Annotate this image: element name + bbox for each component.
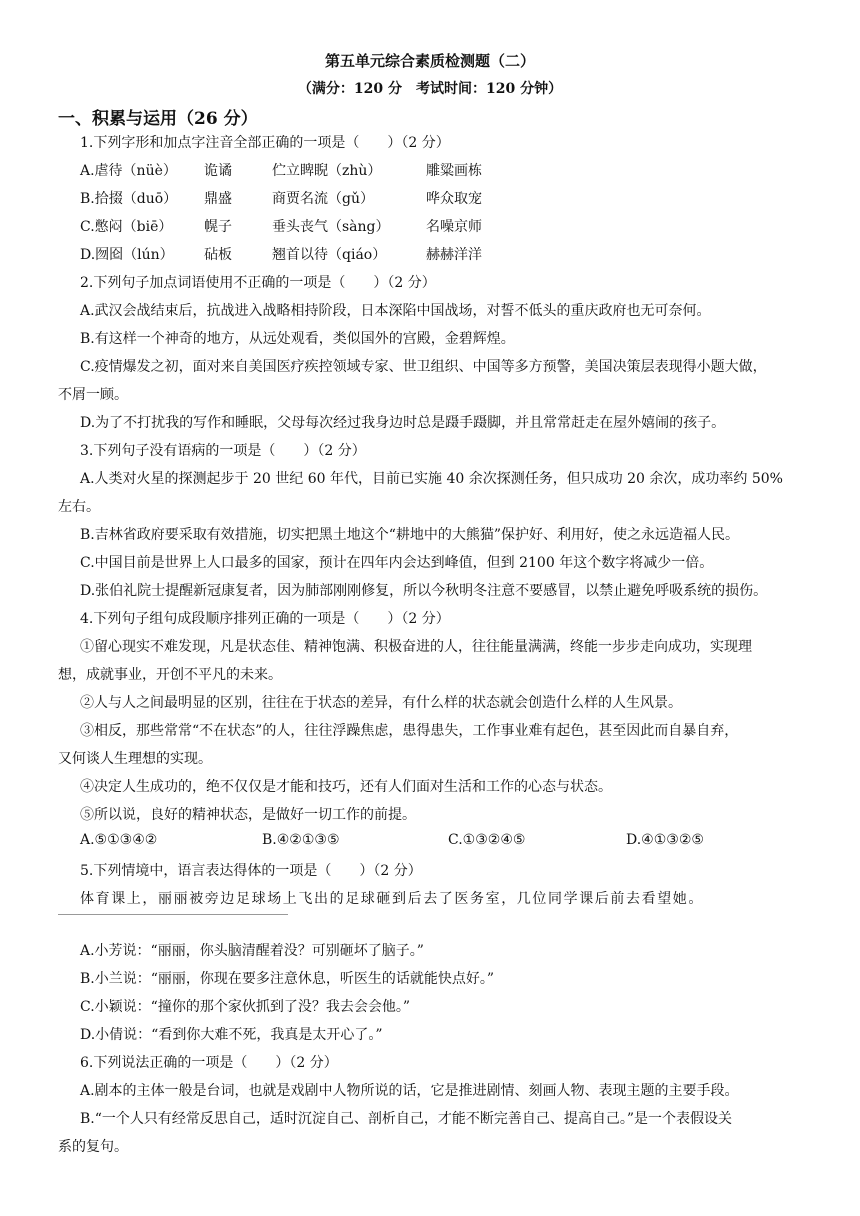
q2-stem: 2.下列句子加点词语使用不正确的一项是（ ）（2 分） xyxy=(80,275,436,291)
q4-sentence-3: ③相反，那些常常“不在状态”的人，往往浮躁焦虑，患得患失，工作事业难有起色，甚至因此而自暴自弃， xyxy=(80,723,739,739)
q5-option-b: B.小兰说：“丽丽，你现在要多注意休息，听医生的话就能快点好。” xyxy=(80,971,495,987)
q5-context: 体育课上，丽丽被旁边足球场上飞出的足球砸到后去了医务室，几位同学课后前去看望她。 xyxy=(80,891,704,907)
q3-option-b: B.吉林省政府要采取有效措施，切实把黑土地这个“耕地中的大熊猫”保护好、利用好，使之永远造福人民。 xyxy=(80,527,740,543)
q4-stem: 4.下列句子组句成段顺序排列正确的一项是（ ）（2 分） xyxy=(80,611,450,627)
q4-sentence-1: ①留心现实不难发现，凡是状态佳、精神饱满、积极奋进的人，往往能量满满，终能一步步走向成功，实现理 xyxy=(80,639,752,655)
q6-option-b: B.“一个人只有经常反思自己，适时沉淀自己、剖析自己，才能不断完善自己、提高自己。”是一个表假设关 xyxy=(80,1111,733,1127)
q1-option-b-word4: 哗众取宠 xyxy=(426,191,482,207)
q3-option-c: C.中国目前是世界上人口最多的国家，预计在四年内会达到峰值，但到 2100 年这个数字将减少一倍。 xyxy=(80,555,714,571)
q4-option-c: C.①③②④⑤ xyxy=(448,832,526,848)
q1-option-a-word3: 伫立睥睨（zhù） xyxy=(272,163,382,179)
page-title: 第五单元综合素质检测题（二） xyxy=(324,52,535,70)
q1-option-a-word2: 诡谲 xyxy=(204,163,232,179)
q4-sentence-5: ⑤所以说，良好的精神状态，是做好一切工作的前提。 xyxy=(80,807,416,823)
q4-sentence-1-continued: 想，成就事业，开创不平凡的未来。 xyxy=(58,667,282,683)
q3-option-a-continued: 左右。 xyxy=(58,499,100,515)
q1-option-d-word2: 砧板 xyxy=(204,247,232,263)
q2-option-c-continued: 不屑一顾。 xyxy=(58,387,128,403)
section-heading: 一、积累与运用（26 分） xyxy=(58,109,258,129)
q2-option-b: B.有这样一个神奇的地方，从远处观看，类似国外的宫殿，金碧辉煌。 xyxy=(80,331,515,347)
q5-option-a: A.小芳说：“丽丽，你头脑清醒着没？可别砸坏了脑子。” xyxy=(80,943,424,959)
q1-option-b-word3: 商贾名流（gǔ） xyxy=(272,191,374,207)
q1-option-c-word2: 幌子 xyxy=(204,219,232,235)
q1-option-c-word3: 垂头丧气（sàng） xyxy=(272,219,390,235)
q6-stem: 6.下列说法正确的一项是（ ）（2 分） xyxy=(80,1055,338,1071)
q1-option-a: A.虐待（nüè） xyxy=(80,163,177,179)
q5-option-c: C.小颖说：“撞你的那个家伙抓到了没？我去会会他。” xyxy=(80,999,410,1015)
q4-sentence-2: ②人与人之间最明显的区别，往往在于状态的差异，有什么样的状态就会创造什么样的人生风景。 xyxy=(80,695,682,711)
q1-option-b: B.拾掇（duō） xyxy=(80,191,178,207)
q3-option-d: D.张伯礼院士提醒新冠康复者，因为肺部刚刚修复，所以今秋明冬注意不要感冒，以禁止避免呼吸系统的损伤。 xyxy=(80,583,768,599)
q6-option-b-continued: 系的复句。 xyxy=(58,1139,128,1155)
q1-option-d: D.囫囵（lún） xyxy=(80,247,174,263)
q3-option-a: A.人类对火星的探测起步于 20 世纪 60 年代，目前已实施 40 余次探测任务，但只成功 20 余次，成功率约 50% xyxy=(80,471,783,487)
q4-sentence-4: ④决定人生成功的，绝不仅仅是才能和技巧，还有人们面对生活和工作的心态与状态。 xyxy=(80,779,612,795)
q4-option-b: B.④②①③⑤ xyxy=(262,832,340,848)
q6-option-a: A.剧本的主体一般是台词，也就是戏剧中人物所说的话，它是推进剧情、刻画人物、表现主题的主要手段。 xyxy=(80,1083,739,1099)
q1-option-c: C.憋闷（biē） xyxy=(80,219,173,235)
footnote-divider xyxy=(58,914,288,915)
q1-option-d-word3: 翘首以待（qiáo） xyxy=(272,247,387,263)
q1-stem: 1.下列字形和加点字注音全部正确的一项是（ ）（2 分） xyxy=(80,135,450,151)
q1-option-b-word2: 鼎盛 xyxy=(204,191,232,207)
page-subtitle: （满分：120 分 考试时间：120 分钟） xyxy=(297,81,563,97)
q1-option-c-word4: 名噪京师 xyxy=(426,219,482,235)
q5-stem: 5.下列情境中，语言表达得体的一项是（ ）（2 分） xyxy=(80,863,422,879)
q2-option-d: D.为了不打扰我的写作和睡眠，父母每次经过我身边时总是蹑手蹑脚，并且常常赶走在屋外嬉闹的孩子。 xyxy=(80,415,726,431)
q3-stem: 3.下列句子没有语病的一项是（ ）（2 分） xyxy=(80,443,366,459)
q1-option-a-word4: 雕粱画栋 xyxy=(426,163,482,179)
q2-option-a: A.武汉会战结束后，抗战进入战略相持阶段，日本深陷中国战场，对誓不低头的重庆政府也无可奈何。 xyxy=(80,303,711,319)
q4-option-d: D.④①③②⑤ xyxy=(626,832,704,848)
q2-option-c: C.疫情爆发之初，面对来自美国医疗疾控领域专家、世卫组织、中国等多方预警，美国决策层表现得小题大做， xyxy=(80,359,767,375)
q1-option-d-word4: 赫赫洋洋 xyxy=(426,247,482,263)
q4-option-a: A.⑤①③④② xyxy=(80,832,158,848)
q5-option-d: D.小倩说：“看到你大难不死，我真是太开心了。” xyxy=(80,1027,383,1043)
q4-sentence-3-continued: 又何谈人生理想的实现。 xyxy=(58,751,212,767)
